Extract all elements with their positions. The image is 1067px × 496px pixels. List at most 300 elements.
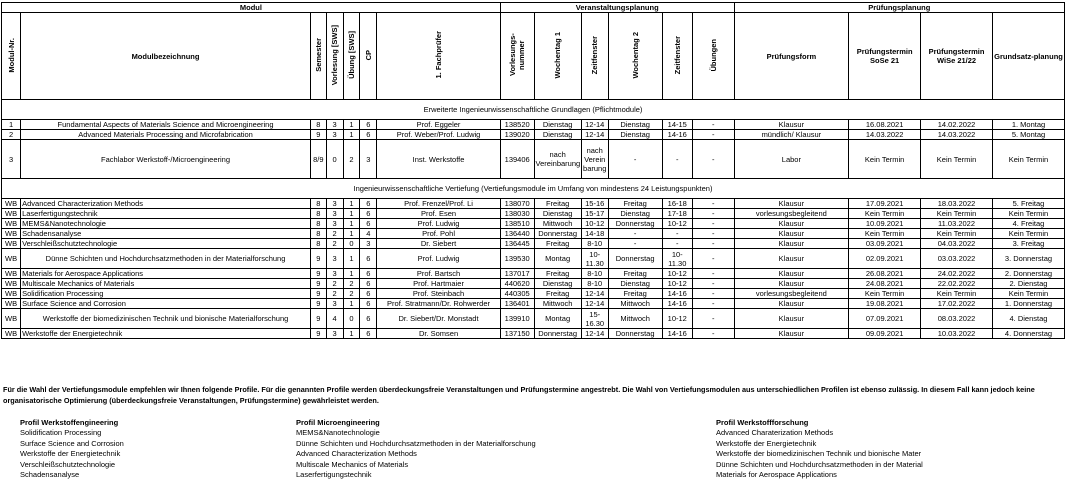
table-cell: Prof. Weber/Prof. Ludwig bbox=[377, 130, 501, 140]
profile-item: Schadensanalyse bbox=[20, 470, 80, 480]
table-cell: - bbox=[662, 140, 692, 179]
table-cell: Advanced Materials Processing and Microfabrication bbox=[21, 130, 311, 140]
table-cell: 2. Donnerstag bbox=[992, 269, 1064, 279]
table-cell: - bbox=[692, 130, 734, 140]
profile-item: Verschleißschutztechnologie bbox=[20, 459, 116, 469]
table-cell: Montag bbox=[534, 309, 581, 329]
profile-item: Laserfertigungstechnik bbox=[296, 470, 372, 480]
table-cell: 138510 bbox=[500, 219, 534, 229]
table-cell: 9 bbox=[310, 269, 326, 279]
table-cell: nach Vereinbarung bbox=[534, 140, 581, 179]
header-zeitfenster-2: Zeitfenster bbox=[662, 13, 692, 100]
table-cell: 6 bbox=[360, 289, 377, 299]
table-cell: 1 bbox=[343, 130, 360, 140]
table-cell: WB bbox=[2, 219, 21, 229]
table-cell: WB bbox=[2, 199, 21, 209]
table-cell: 8 bbox=[310, 199, 326, 209]
table-cell: - bbox=[692, 209, 734, 219]
table-cell: 8 bbox=[310, 209, 326, 219]
table-cell: - bbox=[608, 229, 662, 239]
table-cell: 136401 bbox=[500, 299, 534, 309]
profile-item: Dünne Schichten und Hochdurchsatzmethoden in der Materialforschung bbox=[296, 438, 536, 448]
table-cell: Materials for Aerospace Applications bbox=[21, 269, 311, 279]
table-cell: 139020 bbox=[500, 130, 534, 140]
header-uebungen: Übungen bbox=[692, 13, 734, 100]
table-cell: Prof. Esen bbox=[377, 209, 501, 219]
table-cell: WB bbox=[2, 249, 21, 269]
header-zeitfenster-1: Zeitfenster bbox=[581, 13, 608, 100]
table-cell: 10-12 bbox=[662, 279, 692, 289]
recommendation-note: Für die Wahl der Vertiefungsmodule empfehlen wir Ihnen folgende Profile. Für die genannten Profile werden überdeckungsfreie Veranstaltungen und Prüfungstermine angestrebt. Die Wahl von Vertiefungsmodulen aus unterschiedlichen Profilen ist ebenso zulässig. In diesem Fall kann jedoch keine organisatorische Optimierung (überdeckungsfreie Veranstaltungen, Prüfungstermine) gewährleistet werden. bbox=[3, 385, 1035, 405]
table-cell: 3 bbox=[326, 329, 343, 339]
table-cell: Kein Termin bbox=[992, 289, 1064, 299]
header-vorlesungsnummer: Vorlesungs-nummer bbox=[500, 13, 534, 100]
table-cell: Montag bbox=[534, 249, 581, 269]
table-row bbox=[2, 299, 1065, 309]
table-cell: 12-14 bbox=[581, 289, 608, 299]
table-cell: 4. Dienstag bbox=[992, 309, 1064, 329]
table-cell: Schadensanalyse bbox=[21, 229, 311, 239]
table-cell: 3 bbox=[326, 120, 343, 130]
table-cell: 137017 bbox=[500, 269, 534, 279]
table-cell: 6 bbox=[360, 120, 377, 130]
table-cell: 4. Donnerstag bbox=[992, 329, 1064, 339]
table-cell: 10-12 bbox=[662, 309, 692, 329]
table-cell: 6 bbox=[360, 219, 377, 229]
table-cell: vorlesungsbegleitend bbox=[734, 289, 849, 299]
table-cell: 8-10 bbox=[581, 279, 608, 289]
profile-werkstoffengineering bbox=[20, 418, 124, 480]
profile-items bbox=[296, 428, 536, 480]
header-cp: CP bbox=[360, 13, 377, 100]
header-grundsatzplanung: Grundsatz-planung bbox=[992, 13, 1064, 100]
table-cell: 03.03.2022 bbox=[921, 249, 993, 269]
table-cell: 8 bbox=[310, 229, 326, 239]
table-cell: 1 bbox=[343, 120, 360, 130]
profile-item: Solidification Processing bbox=[20, 428, 102, 438]
table-cell: 12-14 bbox=[581, 299, 608, 309]
header-pruefungstermin-wise: Prüfungstermin WiSe 21/22 bbox=[921, 13, 993, 100]
table-cell: 1 bbox=[2, 120, 21, 130]
table-cell: WB bbox=[2, 239, 21, 249]
table-cell: Klausur bbox=[734, 309, 849, 329]
table-cell: 8-10 bbox=[581, 239, 608, 249]
table-cell: 1 bbox=[343, 299, 360, 309]
table-cell: - bbox=[608, 140, 662, 179]
table-cell: - bbox=[692, 199, 734, 209]
table-cell: 9 bbox=[310, 289, 326, 299]
table-cell: 6 bbox=[360, 299, 377, 309]
table-cell: 139406 bbox=[500, 140, 534, 179]
table-cell: Verschleißschutztechnologie bbox=[21, 239, 311, 249]
table-row bbox=[2, 309, 1065, 329]
table-cell: - bbox=[692, 279, 734, 289]
table-cell: - bbox=[662, 239, 692, 249]
table-cell: Mittwoch bbox=[608, 299, 662, 309]
section-vertiefung: Ingenieurwissenschaftliche Vertiefung (Vertiefungsmodule im Umfang von mindestens 24 Leistungspunkten) bbox=[2, 179, 1065, 199]
table-cell: Mittwoch bbox=[608, 309, 662, 329]
table-cell: Kein Termin bbox=[849, 209, 921, 219]
profile-item: Surface Science and Corrosion bbox=[20, 438, 124, 448]
table-cell: Freitag bbox=[608, 289, 662, 299]
table-cell: MEMS&Nanotechnologie bbox=[21, 219, 311, 229]
table-cell: 6 bbox=[360, 130, 377, 140]
profile-title: Profil Werkstoffengineering bbox=[20, 418, 119, 427]
table-cell: 17-18 bbox=[662, 209, 692, 219]
table-cell: 9 bbox=[310, 299, 326, 309]
header-wochentag-2: Wochentag 2 bbox=[608, 13, 662, 100]
table-cell: Prof. Pohl bbox=[377, 229, 501, 239]
profile-item: Werkstoffe der biomedizinischen Technik und bionische Mater bbox=[716, 449, 922, 459]
table-cell: 19.08.2021 bbox=[849, 299, 921, 309]
table-cell: Advanced Characterization Methods bbox=[21, 199, 311, 209]
table-cell: 3. Donnerstag bbox=[992, 249, 1064, 269]
table-cell: Prof. Frenzel/Prof. Li bbox=[377, 199, 501, 209]
table-cell: WB bbox=[2, 299, 21, 309]
table-cell: 2 bbox=[343, 279, 360, 289]
section-pflichtmodule: Erweiterte Ingenieurwissenschaftliche Grundlagen (Pflichtmodule) bbox=[2, 100, 1065, 120]
table-cell: 9 bbox=[310, 329, 326, 339]
table-cell: 3 bbox=[326, 249, 343, 269]
table-cell: 10-11.30 bbox=[581, 249, 608, 269]
table-cell: 17.02.2022 bbox=[921, 299, 993, 309]
table-cell: Surface Science and Corrosion bbox=[21, 299, 311, 309]
table-cell: 16-18 bbox=[662, 199, 692, 209]
table-cell: 4 bbox=[326, 309, 343, 329]
table-cell: Dienstag bbox=[534, 120, 581, 130]
table-cell: Kein Termin bbox=[849, 229, 921, 239]
table-cell: 14.03.2022 bbox=[849, 130, 921, 140]
table-cell: 2 bbox=[2, 130, 21, 140]
table-cell: Donnerstag bbox=[608, 329, 662, 339]
table-cell: 2. Dienstag bbox=[992, 279, 1064, 289]
table-cell: 16.08.2021 bbox=[849, 120, 921, 130]
table-cell: - bbox=[692, 239, 734, 249]
table-cell: 0 bbox=[343, 239, 360, 249]
table-cell: 10-12 bbox=[662, 219, 692, 229]
table-cell: Dünne Schichten und Hochdurchsatzmethoden in der Materialforschung bbox=[21, 249, 311, 269]
table-cell: WB bbox=[2, 229, 21, 239]
profile-item: Multiscale Mechanics of Materials bbox=[296, 459, 409, 469]
header-pruefungstermin-sose: Prüfungstermin SoSe 21 bbox=[849, 13, 921, 100]
table-cell: 14-16 bbox=[662, 299, 692, 309]
table-cell: 14.02.2022 bbox=[921, 120, 993, 130]
header-semester: Semester bbox=[310, 13, 326, 100]
table-cell: Kein Termin bbox=[921, 289, 993, 299]
profile-title: Profil Microengineering bbox=[296, 418, 380, 427]
table-cell: - bbox=[692, 299, 734, 309]
table-cell: 8-10 bbox=[581, 269, 608, 279]
table-cell: Kein Termin bbox=[992, 209, 1064, 219]
table-cell: 3 bbox=[326, 299, 343, 309]
table-row bbox=[2, 140, 1065, 179]
table-cell: Klausur bbox=[734, 239, 849, 249]
table-cell: vorlesungsbegleitend bbox=[734, 209, 849, 219]
table-cell: 6 bbox=[360, 249, 377, 269]
table-cell: Dienstag bbox=[608, 279, 662, 289]
table-cell: Prof. Ludwig bbox=[377, 249, 501, 269]
table-cell: Freitag bbox=[608, 269, 662, 279]
table-cell: Freitag bbox=[608, 199, 662, 209]
table-cell: Dienstag bbox=[534, 279, 581, 289]
table-cell: 5. Freitag bbox=[992, 199, 1064, 209]
table-cell: 15-17 bbox=[581, 209, 608, 219]
table-row bbox=[2, 120, 1065, 130]
table-cell: Freitag bbox=[534, 239, 581, 249]
table-cell: 6 bbox=[360, 309, 377, 329]
profile-items bbox=[20, 428, 124, 480]
table-row bbox=[2, 239, 1065, 249]
table-cell: 2 bbox=[326, 239, 343, 249]
profile-items bbox=[716, 428, 923, 480]
table-cell: 02.09.2021 bbox=[849, 249, 921, 269]
table-cell: 09.09.2021 bbox=[849, 329, 921, 339]
table-cell: 6 bbox=[360, 279, 377, 289]
profile-item: Advanced Characterization Methods bbox=[296, 449, 417, 459]
table-cell: Prof. Steinbach bbox=[377, 289, 501, 299]
table-cell: Kein Termin bbox=[849, 140, 921, 179]
table-cell: Prof. Bartsch bbox=[377, 269, 501, 279]
table-cell: WB bbox=[2, 279, 21, 289]
table-cell: WB bbox=[2, 289, 21, 299]
table-cell: 1 bbox=[343, 199, 360, 209]
header-fachpruefer: 1. Fachprüfer bbox=[377, 13, 501, 100]
table-cell: 12-14 bbox=[581, 329, 608, 339]
table-cell: 3 bbox=[326, 130, 343, 140]
table-cell: 440620 bbox=[500, 279, 534, 289]
table-row bbox=[2, 130, 1065, 140]
table-cell: 3 bbox=[360, 239, 377, 249]
table-cell: 9 bbox=[310, 279, 326, 289]
table-cell: 18.03.2022 bbox=[921, 199, 993, 209]
table-cell: WB bbox=[2, 309, 21, 329]
table-row bbox=[2, 249, 1065, 269]
table-row bbox=[2, 289, 1065, 299]
table-cell: Klausur bbox=[734, 329, 849, 339]
table-cell: 3 bbox=[2, 140, 21, 179]
table-cell: 1 bbox=[343, 249, 360, 269]
table-cell: Fachlabor Werkstoff-/Microengineering bbox=[21, 140, 311, 179]
table-row bbox=[2, 279, 1065, 289]
table-cell: Klausur bbox=[734, 249, 849, 269]
table-cell: 14.03.2022 bbox=[921, 130, 993, 140]
table-cell: 4. Freitag bbox=[992, 219, 1064, 229]
table-cell: nach Verein barung bbox=[581, 140, 608, 179]
table-cell: Kein Termin bbox=[921, 209, 993, 219]
table-cell: 138030 bbox=[500, 209, 534, 219]
table-cell: 10-12 bbox=[662, 269, 692, 279]
profile-item: Materials for Aerospace Applications bbox=[716, 470, 837, 480]
table-cell: 9 bbox=[310, 130, 326, 140]
table-cell: 0 bbox=[343, 309, 360, 329]
table-row bbox=[2, 219, 1065, 229]
table-cell: Dienstag bbox=[608, 130, 662, 140]
table-body bbox=[2, 100, 1065, 339]
table-cell: Klausur bbox=[734, 120, 849, 130]
table-row bbox=[2, 229, 1065, 239]
profile-item: Werkstoffe der Energietechnik bbox=[716, 438, 817, 448]
table-cell: 1 bbox=[343, 219, 360, 229]
table-cell: 15-16.30 bbox=[581, 309, 608, 329]
table-cell: - bbox=[692, 289, 734, 299]
table-cell: Kein Termin bbox=[992, 229, 1064, 239]
table-cell: Labor bbox=[734, 140, 849, 179]
table-cell: 6 bbox=[360, 329, 377, 339]
group-veranstaltung: Veranstaltungsplanung bbox=[500, 3, 734, 13]
table-cell: Freitag bbox=[534, 269, 581, 279]
table-cell: Dienstag bbox=[534, 209, 581, 219]
table-cell: Donnerstag bbox=[608, 249, 662, 269]
table-cell: Kein Termin bbox=[849, 289, 921, 299]
table-cell: 3. Freitag bbox=[992, 239, 1064, 249]
table-cell: Werkstoffe der Energietechnik bbox=[21, 329, 311, 339]
table-cell: 8 bbox=[310, 120, 326, 130]
table-cell: Donnerstag bbox=[608, 219, 662, 229]
table-cell: - bbox=[692, 329, 734, 339]
table-cell: 1 bbox=[343, 269, 360, 279]
table-cell: Kein Termin bbox=[921, 229, 993, 239]
table-cell: 5. Montag bbox=[992, 130, 1064, 140]
table-cell: - bbox=[608, 239, 662, 249]
table-cell: 04.03.2022 bbox=[921, 239, 993, 249]
table-cell: 08.03.2022 bbox=[921, 309, 993, 329]
table-cell: - bbox=[692, 140, 734, 179]
table-cell: Mittwoch bbox=[534, 219, 581, 229]
table-cell: 136445 bbox=[500, 239, 534, 249]
table-cell: Dienstag bbox=[534, 130, 581, 140]
table-cell: 11.03.2022 bbox=[921, 219, 993, 229]
table-cell: 14-16 bbox=[662, 289, 692, 299]
profile-microengineering bbox=[296, 418, 536, 480]
table-cell: 2 bbox=[326, 289, 343, 299]
table-cell: - bbox=[662, 229, 692, 239]
table-row bbox=[2, 269, 1065, 279]
table-cell: 136440 bbox=[500, 229, 534, 239]
table-cell: 2 bbox=[343, 289, 360, 299]
table-cell: 1 bbox=[343, 229, 360, 239]
table-cell: 9 bbox=[310, 309, 326, 329]
table-cell: 24.08.2021 bbox=[849, 279, 921, 289]
table-cell: 2 bbox=[343, 140, 360, 179]
header-uebung: Übung [SWS] bbox=[343, 13, 360, 100]
table-cell: - bbox=[692, 219, 734, 229]
table-cell: Inst. Werkstoffe bbox=[377, 140, 501, 179]
group-pruefung: Prüfungsplanung bbox=[734, 3, 1064, 13]
table-cell: Klausur bbox=[734, 279, 849, 289]
header-modulbezeichnung: Modulbezeichnung bbox=[21, 13, 311, 100]
table-cell: Freitag bbox=[534, 199, 581, 209]
table-cell: 139530 bbox=[500, 249, 534, 269]
table-cell: mündlich/ Klausur bbox=[734, 130, 849, 140]
table-cell: 3 bbox=[360, 140, 377, 179]
table-cell: 138070 bbox=[500, 199, 534, 209]
table-cell: Multiscale Mechanics of Materials bbox=[21, 279, 311, 289]
table-cell: Werkstoffe der biomedizinischen Technik und bionische Materialforschung bbox=[21, 309, 311, 329]
profile-item: Werkstoffe der Energietechnik bbox=[20, 449, 121, 459]
table-cell: 8/9 bbox=[310, 140, 326, 179]
profile-title: Profil Werkstoffforschung bbox=[716, 418, 809, 427]
table-cell: Prof. Eggeler bbox=[377, 120, 501, 130]
table-cell: Klausur bbox=[734, 299, 849, 309]
table-cell: 10-12 bbox=[581, 219, 608, 229]
table-cell: WB bbox=[2, 329, 21, 339]
table-cell: Solidification Processing bbox=[21, 289, 311, 299]
table-cell: 2 bbox=[326, 279, 343, 289]
table-cell: 03.09.2021 bbox=[849, 239, 921, 249]
table-cell: 3 bbox=[326, 199, 343, 209]
table-cell: Freitag bbox=[534, 289, 581, 299]
table-cell: 0 bbox=[326, 140, 343, 179]
table-cell: WB bbox=[2, 269, 21, 279]
table-cell: Prof. Hartmaier bbox=[377, 279, 501, 289]
table-row bbox=[2, 199, 1065, 209]
table-cell: Laserfertigungstechnik bbox=[21, 209, 311, 219]
profile-item: Advanced Charaterization Methods bbox=[716, 428, 834, 438]
table-row bbox=[2, 209, 1065, 219]
table-cell: 440305 bbox=[500, 289, 534, 299]
table-cell: Dr. Siebert bbox=[377, 239, 501, 249]
table-cell: - bbox=[692, 229, 734, 239]
table-cell: Klausur bbox=[734, 269, 849, 279]
table-cell: Prof. Stratmann/Dr. Rohwerder bbox=[377, 299, 501, 309]
table-cell: Donnerstag bbox=[534, 229, 581, 239]
table-cell: Klausur bbox=[734, 199, 849, 209]
module-table bbox=[1, 2, 1065, 339]
table-cell: 26.08.2021 bbox=[849, 269, 921, 279]
table-cell: 14-16 bbox=[662, 130, 692, 140]
table-cell: 9 bbox=[310, 249, 326, 269]
table-cell: - bbox=[692, 249, 734, 269]
table-cell: 6 bbox=[360, 199, 377, 209]
table-cell: 10-11.30 bbox=[662, 249, 692, 269]
table-cell: 8 bbox=[310, 239, 326, 249]
table-cell: - bbox=[692, 309, 734, 329]
table-cell: 1 bbox=[343, 329, 360, 339]
profile-item: MEMS&Nanotechnologie bbox=[296, 428, 380, 438]
table-cell: 17.09.2021 bbox=[849, 199, 921, 209]
table-cell: 12-14 bbox=[581, 130, 608, 140]
table-cell: Kein Termin bbox=[992, 140, 1064, 179]
header-modul-nr: Modul-Nr. bbox=[2, 13, 21, 100]
table-cell: Donnerstag bbox=[534, 329, 581, 339]
table-cell: 139910 bbox=[500, 309, 534, 329]
table-cell: Fundamental Aspects of Materials Science and Microengineering bbox=[21, 120, 311, 130]
table-cell: 14-15 bbox=[662, 120, 692, 130]
table-cell: - bbox=[692, 269, 734, 279]
table-cell: 15-16 bbox=[581, 199, 608, 209]
table-cell: Dienstag bbox=[608, 209, 662, 219]
table-cell: 10.09.2021 bbox=[849, 219, 921, 229]
table-cell: 1. Montag bbox=[992, 120, 1064, 130]
table-cell: Dienstag bbox=[608, 120, 662, 130]
group-modul: Modul bbox=[2, 3, 501, 13]
table-cell: Klausur bbox=[734, 219, 849, 229]
table-cell: 138520 bbox=[500, 120, 534, 130]
table-cell: 10.03.2022 bbox=[921, 329, 993, 339]
table-cell: Dr. Somsen bbox=[377, 329, 501, 339]
table-cell: Klausur bbox=[734, 229, 849, 239]
table-cell: 14-16 bbox=[662, 329, 692, 339]
table-cell: Prof. Ludwig bbox=[377, 219, 501, 229]
table-cell: - bbox=[692, 120, 734, 130]
table-cell: 3 bbox=[326, 209, 343, 219]
table-cell: 1. Donnerstag bbox=[992, 299, 1064, 309]
profile-werkstoffforschung bbox=[716, 418, 923, 480]
table-cell: 6 bbox=[360, 269, 377, 279]
table-cell: 24.02.2022 bbox=[921, 269, 993, 279]
header-wochentag-1: Wochentag 1 bbox=[534, 13, 581, 100]
table-cell: 137150 bbox=[500, 329, 534, 339]
